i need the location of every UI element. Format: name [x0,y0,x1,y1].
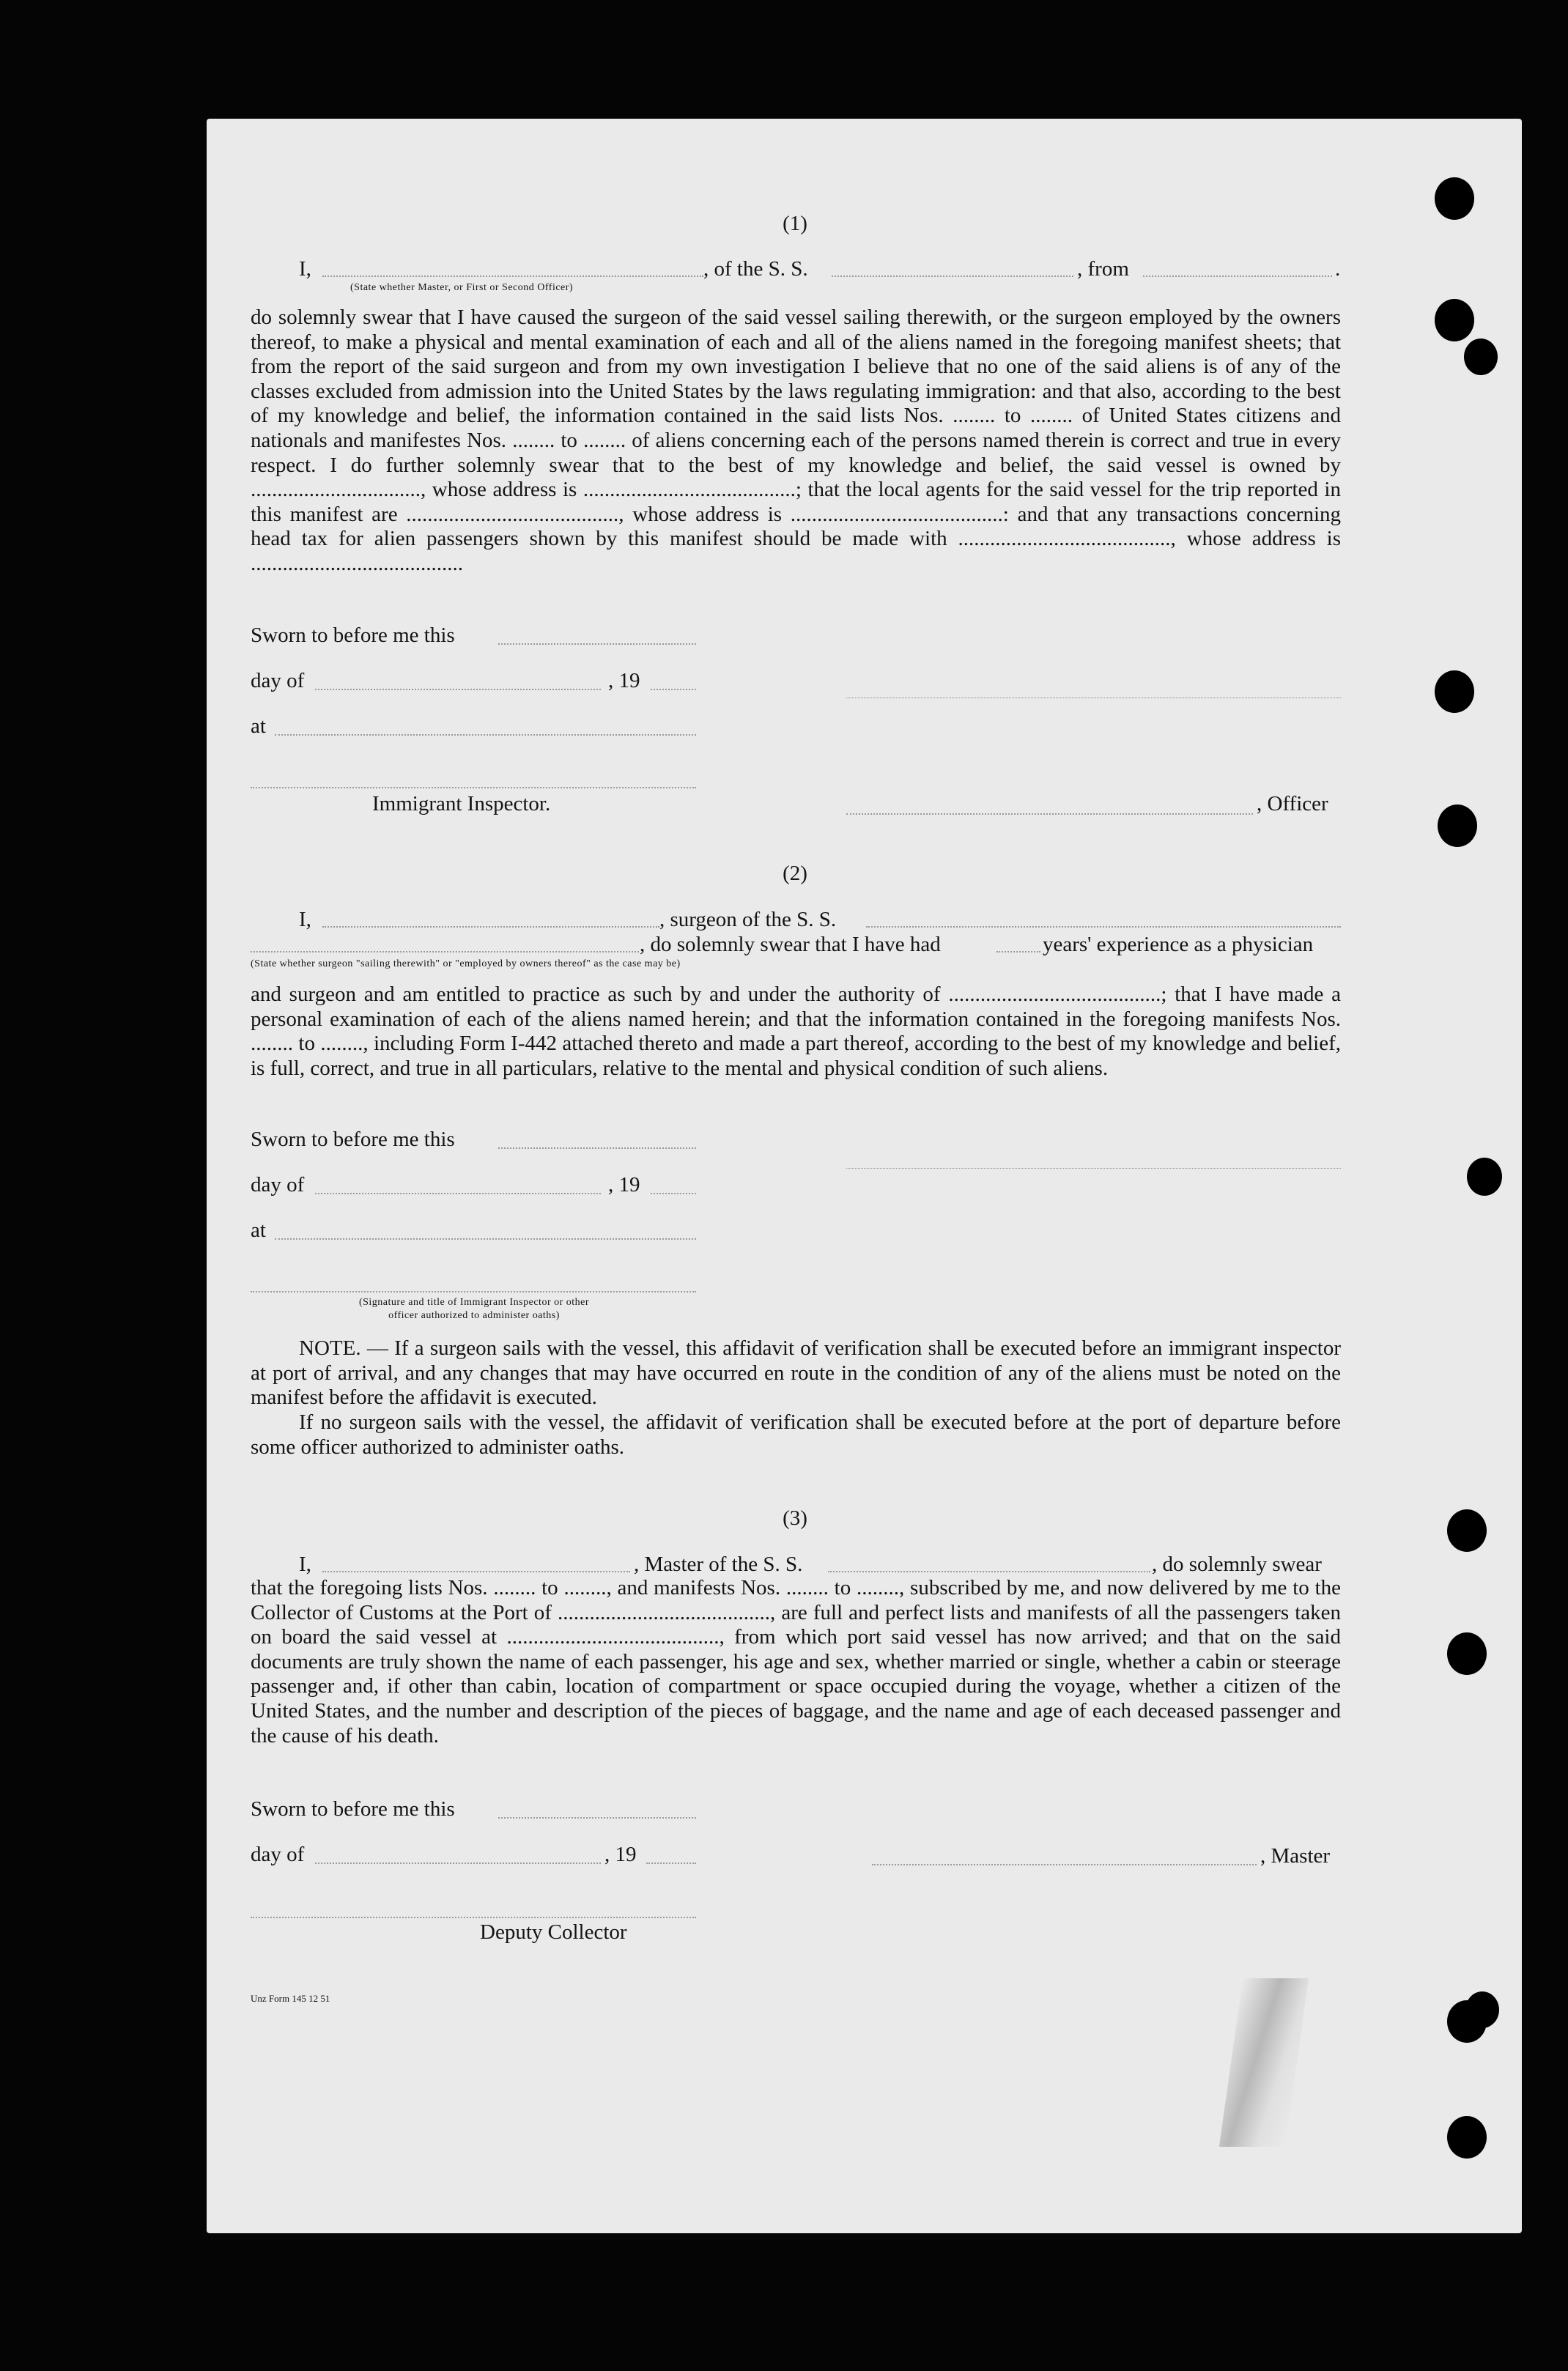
s2-sailing-field[interactable] [251,951,639,953]
s2-day-of: day of [251,1173,305,1196]
binder-hole [1447,1632,1487,1675]
s1-vessel-field[interactable] [832,275,1073,277]
s2-sworn: Sworn to before me this [251,1128,455,1151]
s1-at: at [251,714,266,738]
s2-paragraph: and surgeon and am entitled to practice as such by and under the authority of ........................................; that I have made a personal examination of each of the aliens named herein; and that the information contained in the foregoing manifests Nos. ........ to ........, including Form I-442 attached thereto and made a part thereof, according to the best of my knowledge and belief, is full, correct, and true in all particulars, relative to the mental and physical condition of such aliens. [251,983,1341,1080]
s1-officer-field[interactable] [846,813,1253,815]
s1-sworn: Sworn to before me this [251,624,455,647]
s2-note-1: NOTE. — If a surgeon sails with the vessel, this affidavit of verification shall be executed before an immigrant inspector at port of arrival, and any changes that may have occurred en route in the condition of any of the aliens must be noted on the manifest before the affidavit is executed. [251,1336,1341,1410]
s2-day-field[interactable] [315,1193,601,1194]
binder-hole [1438,804,1477,847]
s2-caption: (State whether surgeon "sailing therewith" or "employed by owners thereof" as the case may be) [251,958,681,969]
binder-hole [1467,1158,1502,1196]
s3-day-of: day of [251,1843,305,1866]
s1-caption: (State whether Master, or First or Second Officer) [350,282,574,293]
s1-from: , from [1077,257,1129,281]
s1-end: . [1335,257,1341,281]
s1-officer: , Officer [1257,792,1328,815]
s3-deputy-line[interactable] [251,1917,696,1918]
s3-year-field[interactable] [646,1863,696,1864]
s1-year: , 19 [608,669,640,692]
s3-master-field[interactable] [872,1864,1257,1865]
s1-I: I, [299,257,311,281]
binder-hole [1435,299,1474,341]
s2-note-2: If no surgeon sails with the vessel, the affidavit of verification shall be executed before at the port of departure before some officer authorized to administer oaths. [251,1410,1341,1459]
s2-sig-caption-2: officer authorized to administer oaths) [388,1310,560,1321]
s2-swear: , do solemnly swear that I have had [640,933,941,956]
s1-paragraph: do solemnly swear that I have caused the surgeon of the said vessel sailing therewith, or the surgeon employed by the owners thereof, to make a physical and mental examination of each and all of the aliens named in the foregoing manifest sheets; that from the report of the said surgeon and from my own investigation I believe that no one of the said aliens is of any of the classes excluded from admission into the United States by the laws regulating immigration: and that also, according to the best of my knowledge and belief, the information contained in the said lists Nos. ........ to ........ of United States citizens and nationals and manifestes Nos. ........ to ........ of aliens concerning each of the persons named therein is correct and true in every respect. I do further solemnly swear that to the best of my knowledge and belief, the said vessel is owned by ................................, whose address is ........................................; that the local agents for the said vessel for the trip reported in this manifest are ........................................, whose address is ........................................: and that any transactions concerning head tax for alien passengers shown by this manifest should be made with ........................................, whose address is ........................................ [251,306,1341,575]
s3-vessel-field[interactable] [828,1571,1150,1572]
s2-I: I, [299,908,311,931]
s3-year: , 19 [604,1843,637,1866]
binder-hole [1465,1991,1499,2028]
s1-inspector-line[interactable] [251,787,696,788]
s1-day-field[interactable] [315,689,601,690]
binder-hole [1447,2116,1487,2159]
s1-sworn-field[interactable] [498,643,696,645]
s1-day-of: day of [251,669,305,692]
binder-hole [1447,1509,1487,1552]
s2-years: years' experience as a physician [1043,933,1314,956]
s3-day-field[interactable] [315,1863,601,1864]
binder-hole [1464,339,1498,375]
s2-year-field[interactable] [651,1193,696,1194]
s1-name-field[interactable] [322,275,703,277]
s1-from-field[interactable] [1143,275,1332,277]
s2-year: , 19 [608,1173,640,1196]
s3-deputy: Deputy Collector [480,1920,627,1944]
s2-years-field[interactable] [996,951,1040,953]
s3-master: , Master [1260,1844,1331,1868]
s1-at-field[interactable] [275,734,696,736]
section-number-1: (1) [783,212,807,235]
binder-hole [1435,670,1474,713]
s3-sworn-field[interactable] [498,1817,696,1819]
s2-at: at [251,1218,266,1242]
binder-hole [1435,177,1474,220]
s2-surgeon: , surgeon of the S. S. [659,908,837,931]
s2-at-field[interactable] [275,1238,696,1240]
s3-master-of: , Master of the S. S. [634,1553,803,1576]
s3-swear: , do solemnly swear [1152,1553,1322,1576]
s2-sig-caption-1: (Signature and title of Immigrant Inspector or other [358,1297,590,1308]
s1-year-field[interactable] [651,689,696,690]
s2-name-field[interactable] [322,926,659,928]
form-number: Unz Form 145 12 51 [251,1993,330,2004]
s2-inspector-line[interactable] [251,1291,696,1292]
s1-inspector: Immigrant Inspector. [372,792,551,815]
section-number-2: (2) [783,862,807,885]
s2-sworn-field[interactable] [498,1147,696,1149]
s3-name-field[interactable] [322,1571,630,1572]
s2-vessel-field[interactable] [866,926,1341,928]
section-number-3: (3) [783,1506,807,1530]
s2-signature-line[interactable] [846,1168,1341,1169]
s3-sworn: Sworn to before me this [251,1797,455,1821]
s3-I: I, [299,1553,311,1576]
s3-paragraph: that the foregoing lists Nos. ........ to ........, and manifests Nos. ........ to ........, subscribed by me, and now delivered by me to the Collector of Customs at the Port of ........................................, are full and perfect lists and manifests of all the passengers taken on board the said vessel at ........................................, from which port said vessel has now arrived; and that on the said documents are truly shown the name of each passenger, his age and sex, whether married or single, whether a cabin or steerage passenger and, if other than cabin, location of compartment or space occupied during the voyage, whether a citizen of the United States, and the number and description of the pieces of baggage, and the name and age of each deceased passenger and the cause of his death. [251,1576,1341,1747]
s1-of-ss: , of the S. S. [703,257,808,281]
